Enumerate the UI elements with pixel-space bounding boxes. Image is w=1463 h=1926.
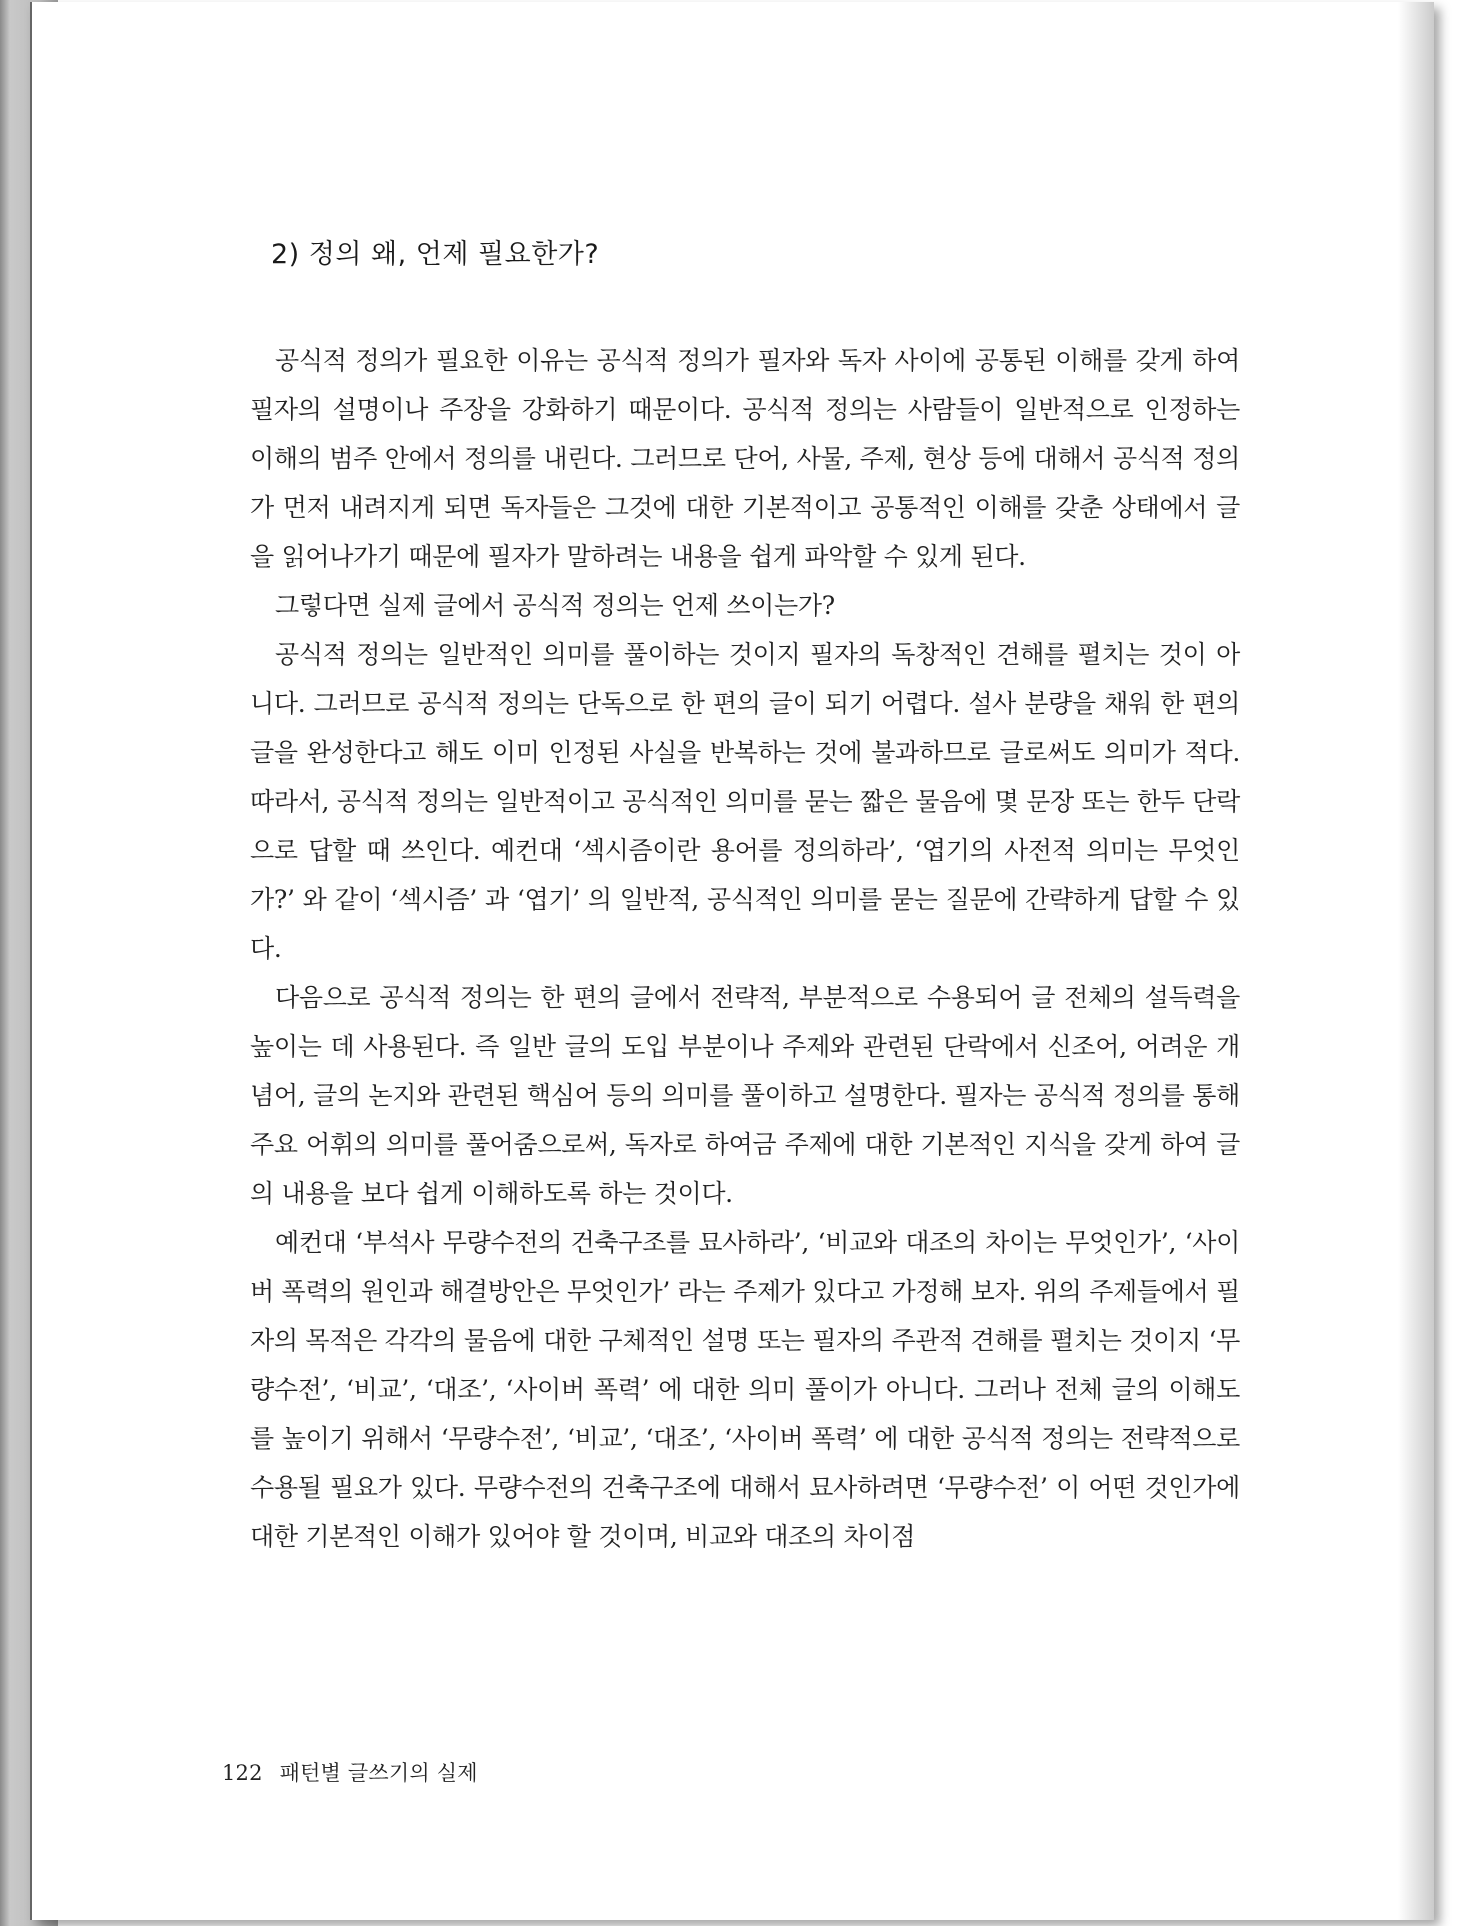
paragraph-1: 공식적 정의가 필요한 이유는 공식적 정의가 필자와 독자 사이에 공통된 이해를 갖게 하여 필자의 설명이나 주장을 강화하기 때문이다. 공식적 정의는 사람들이 일반적으로 인정하는 이해의 범주 안에서 정의를 내린다. 그러므로 단어, 사물, 주제, 현상 등에 대해서 공식적 정의가 먼저 내려지게 되면 독자들은 그것에 대한 기본적이고 공통적인 이해를 갖춘 상태에서 글을 읽어나가기 때문에 필자가 말하려는 내용을 쉽게 파악할 수 있게 된다. xyxy=(250,346,1240,571)
paragraph-2: 그렇다면 실제 글에서 공식적 정의는 언제 쓰이는가? xyxy=(275,591,835,620)
book-title: 패턴별 글쓰기의 실제 xyxy=(279,1761,478,1785)
paragraph-3: 공식적 정의는 일반적인 의미를 풀이하는 것이지 필자의 독창적인 견해를 펼치는 것이 아니다. 그러므로 공식적 정의는 단독으로 한 편의 글이 되기 어렵다. 설사 분량을 채워 한 편의 글을 완성한다고 해도 이미 인정된 사실을 반복하는 것에 불과하므로 글로써도 의미가 적다. 따라서, 공식적 정의는 일반적이고 공식적인 의미를 묻는 짧은 물음에 몇 문장 또는 한두 단락으로 답할 때 쓰인다. 예컨대 ‘섹시즘이란 용어를 정의하라’, ‘엽기의 사전적 의미는 무엇인가?’ 와 같이 ‘섹시즘’ 과 ‘엽기’ 의 일반적, 공식적인 의미를 묻는 질문에 간략하게 답할 수 있다. xyxy=(250,640,1240,963)
page-edge-shadow xyxy=(1398,2,1434,1920)
page-number: 122 xyxy=(222,1761,263,1785)
body-text xyxy=(250,336,1240,1561)
section-heading: 2) 정의 왜, 언제 필요한가? xyxy=(271,239,600,270)
page-footer xyxy=(222,1757,478,1787)
paragraph-5: 예컨대 ‘부석사 무량수전의 건축구조를 묘사하라’, ‘비교와 대조의 차이는 무엇인가’, ‘사이버 폭력의 원인과 해결방안은 무엇인가’ 라는 주제가 있다고 가정해 보자. 위의 주제들에서 필자의 목적은 각각의 물음에 대한 구체적인 설명 또는 필자의 주관적 견해를 펼치는 것이지 ‘무량수전’, ‘비교’, ‘대조’, ‘사이버 폭력’ 에 대한 의미 풀이가 아니다. 그러나 전체 글의 이해도를 높이기 위해서 ‘무량수전’, ‘비교’, ‘대조’, ‘사이버 폭력’ 에 대한 공식적 정의는 전략적으로 수용될 필요가 있다. 무량수전의 건축구조에 대해서 묘사하려면 ‘무량수전’ 이 어떤 것인가에 대한 기본적인 이해가 있어야 할 것이며, 비교와 대조의 차이점 xyxy=(250,1228,1240,1551)
paragraph-4: 다음으로 공식적 정의는 한 편의 글에서 전략적, 부분적으로 수용되어 글 전체의 설득력을 높이는 데 사용된다. 즉 일반 글의 도입 부분이나 주제와 관련된 단락에서 신조어, 어려운 개념어, 글의 논지와 관련된 핵심어 등의 의미를 풀이하고 설명한다. 필자는 공식적 정의를 통해 주요 어휘의 의미를 풀어줌으로써, 독자로 하여금 주제에 대한 기본적인 지식을 갖게 하여 글의 내용을 보다 쉽게 이해하도록 하는 것이다. xyxy=(250,983,1240,1208)
